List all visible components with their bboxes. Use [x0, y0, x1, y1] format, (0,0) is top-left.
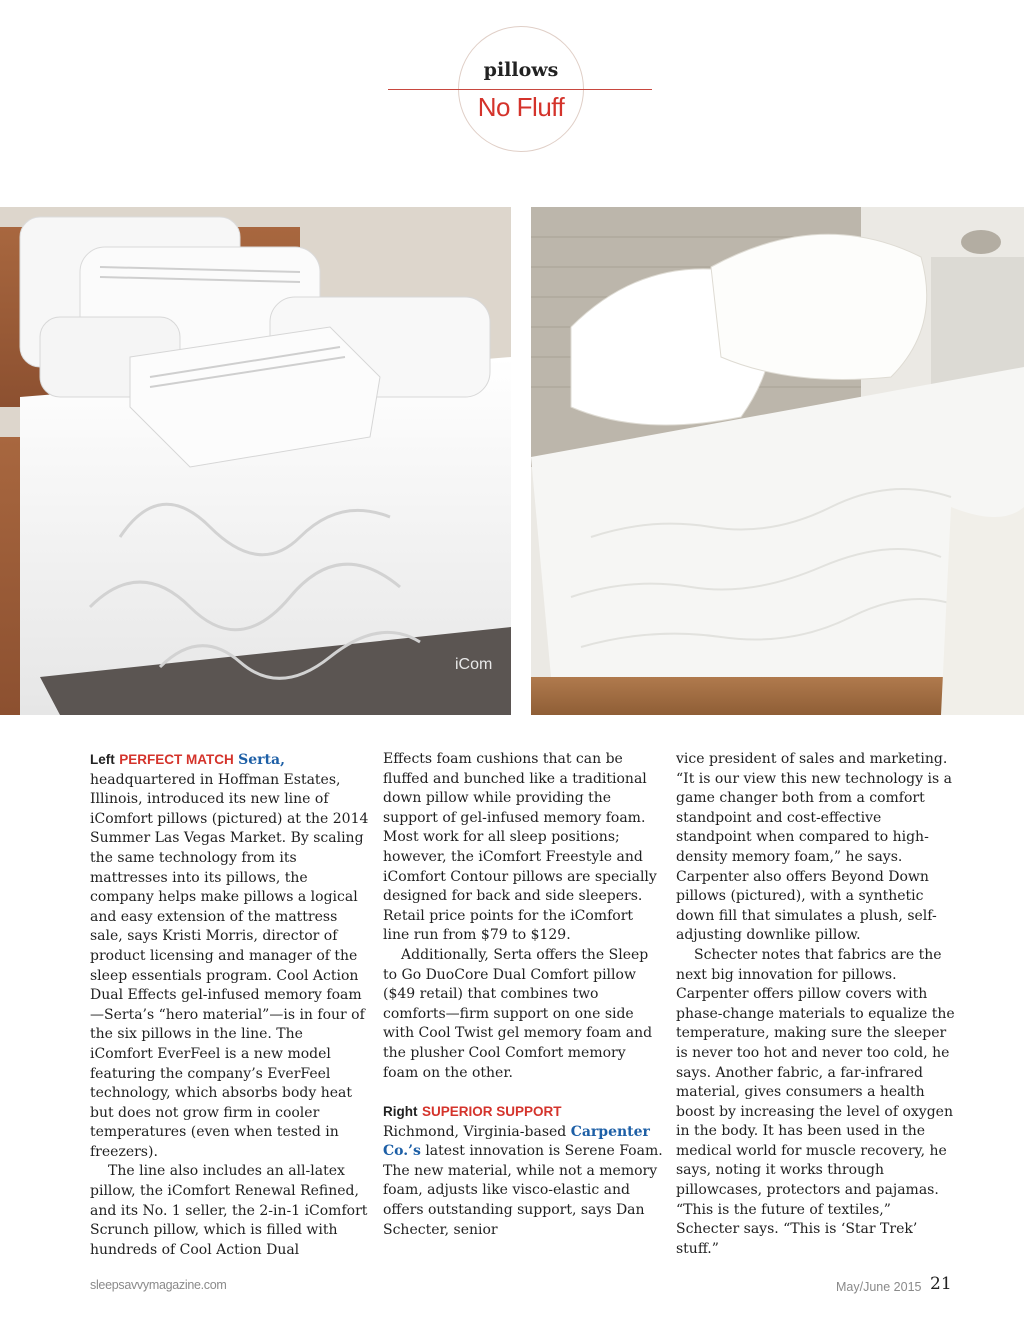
article-column-2: [383, 750, 663, 1240]
footer-website: sleepsavvymagazine.com: [90, 1278, 227, 1292]
header-rule: [388, 89, 652, 90]
page-title: No Fluff: [477, 92, 565, 122]
footer-issue-date: May/June 2015: [836, 1280, 922, 1294]
caption-position-right: Right: [383, 1104, 418, 1120]
paragraph: The line also includes an all-latex pillow, the iComfort Renewal Refined, and its No. 1 seller, the 2-in-1 iComfort Scrunch pillow, which is filled with hundreds of Cool Action Dual: [90, 1163, 368, 1258]
paragraph: [90, 750, 370, 1162]
photo-carpenter-pillows: [531, 207, 1024, 715]
caption-heading-perfect-match: PERFECT MATCH: [119, 752, 234, 767]
mattress-logo-text: iCom: [455, 656, 493, 673]
article-column-1: [90, 750, 370, 1260]
company-name-carpenter: Carpenter Co.’s: [383, 1123, 650, 1160]
photo-serta-pillows: [0, 207, 511, 715]
page-number: 21: [930, 1274, 952, 1294]
paragraph-text: headquartered in Hoffman Estates, Illinois, introduced its new line of iComfort pillows (pictured) at the 2014 Summer Las Vegas Market. By scaling the same technology from its mattresses into its pillows, the company helps make pillows a logical and easy extension of the mattress sale, says Kristi Morris, director of product licensing and manager of the sleep essentials program. Cool Action Dual Effects gel-infused memory foam—Serta’s “hero material”—is in four of the six pillows in the line. The iComfort EverFeel is a new model featuring the company’s EverFeel technology, which absorbs body heat but does not grow firm in cooler temperatures (even when tested in freezers).: [90, 771, 369, 1160]
company-name-serta: Serta,: [238, 752, 285, 768]
paragraph-text: latest innovation is Serene Foam. The new material, while not a memory foam, adjusts like visco-elastic and offers outstanding support, says Dan Schecter, senior: [383, 1143, 663, 1238]
caption-heading-superior-support: SUPERIOR SUPPORT: [421, 1104, 562, 1120]
section-label: pillows: [483, 59, 559, 81]
paragraph: Additionally, Serta offers the Sleep to Go DuoCore Dual Comfort pillow ($49 retail) that combines two comforts—firm support on one side with Cool Twist gel memory foam and the plusher Cool Comfort memory foam on the other.: [383, 946, 653, 1081]
paragraph: [383, 1102, 663, 1240]
article-column-3: [676, 750, 956, 1259]
paragraph: Schecter notes that fabrics are the next big innovation for pillows. Carpenter offers pillow covers with phase-change materials to equalize the temperature, making sure the sleeper is never too hot and never too cold, he says. Another fabric, a far-infrared material, gives consumers a health boost by increasing the level of oxygen in the body. It has been used in the medical world for muscle recovery, he says, noting it works through pillowcases, protectors and pajamas. “This is the future of textiles,” Schecter says. “This is ‘Star Trek’ stuff.”: [676, 946, 955, 1257]
paragraph: vice president of sales and marketing. “It is our view this new technology is a game changer both from a comfort standpoint and cost-effective standpoint when compared to high-density memory foam,” he says. Carpenter also offers Beyond Down pillows (pictured), with a synthetic down fill that simulates a plush, self-adjusting downlike pillow.: [676, 751, 952, 944]
caption-position-left: Left: [90, 752, 115, 767]
paragraph-text: Richmond, Virginia-based: [383, 1123, 567, 1140]
paragraph: Effects foam cushions that can be fluffed and bunched like a traditional down pillow while providing the support of gel-infused memory foam. Most work for all sleep positions; however, the iComfort Freestyle and iComfort Contour pillows are specially designed for back and side sleepers. Retail price points for the iComfort line run from $79 to $129.: [383, 751, 657, 944]
